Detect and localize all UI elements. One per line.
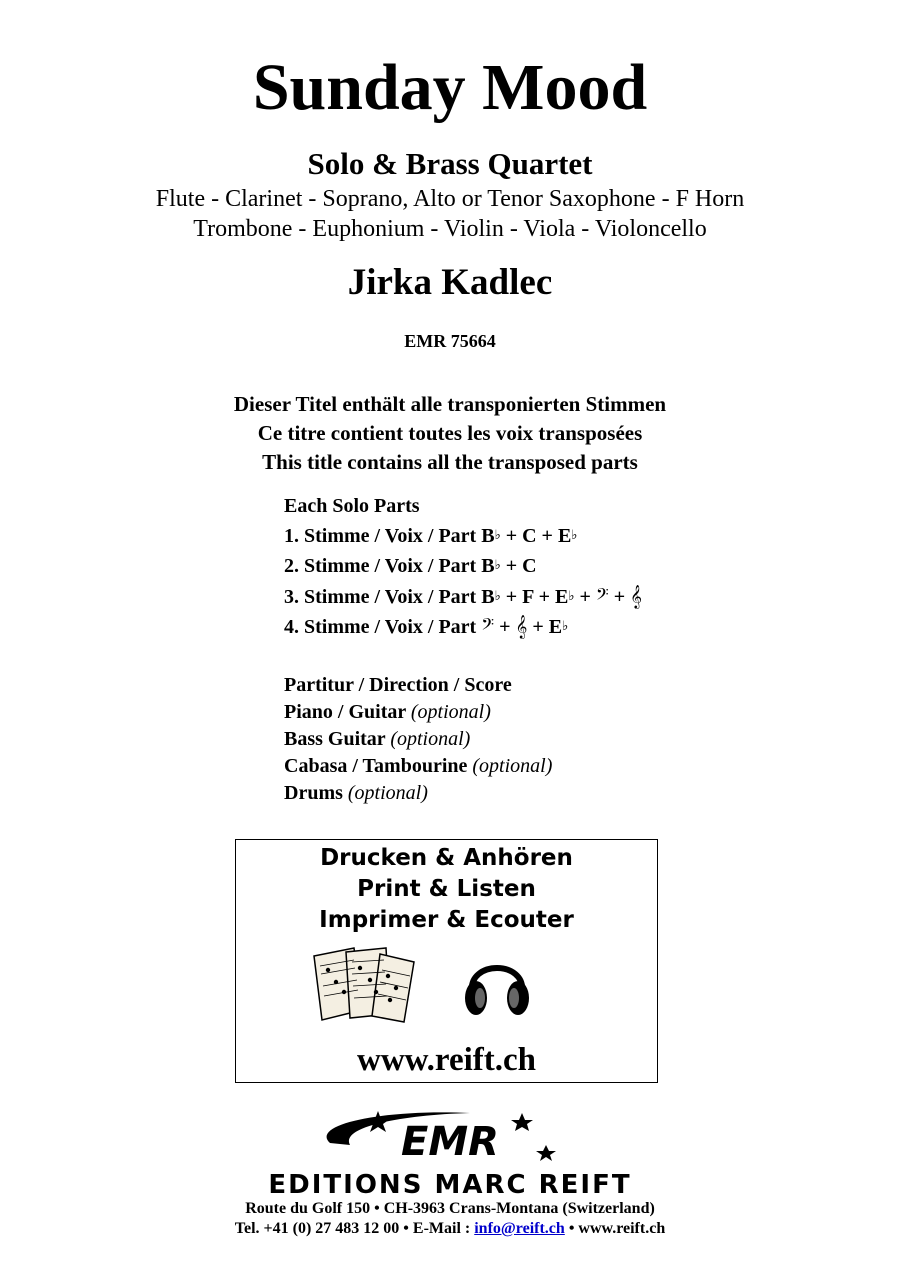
headphones-icon	[462, 948, 532, 1020]
promo-line-de: Drucken & Anhören	[320, 845, 573, 871]
solo-parts-heading: Each Solo Parts	[284, 495, 420, 517]
promo-website: www.reift.ch	[356, 1042, 537, 1078]
instrument-list-line-1: Flute - Clarinet - Soprano, Alto or Tenor Saxophone - F Horn	[155, 186, 745, 212]
extra-label: Bass Guitar	[284, 728, 386, 750]
page-title: Sunday Mood	[252, 51, 648, 124]
treble-clef-icon: 𝄞	[630, 584, 642, 608]
publisher-contact	[0, 1219, 900, 1239]
transposed-note-en: This title contains all the transposed parts	[262, 450, 638, 474]
email-link[interactable]: info@reift.ch	[474, 1220, 565, 1237]
promo-line-en: Print & Listen	[357, 876, 536, 902]
extra-label: Piano / Guitar	[284, 701, 406, 723]
optional-tag: (optional)	[410, 701, 491, 723]
emr-logo	[300, 1105, 600, 1169]
part-number: 1.	[284, 525, 299, 547]
phone-text: Tel. +41 (0) 27 483 12 00 • E-Mail :	[234, 1220, 475, 1237]
solo-part-4	[284, 613, 568, 642]
extra-part-score	[284, 672, 512, 698]
svg-text:EMR: EMR	[401, 1119, 499, 1165]
part-number: 4.	[284, 616, 299, 638]
part-keys: B♭ + C	[481, 555, 537, 577]
transposed-note-fr: Ce titre contient toutes les voix transposées	[257, 421, 643, 445]
part-keys: B♭ + C + E♭	[481, 525, 578, 547]
part-number: 2.	[284, 555, 299, 577]
extra-part-cabasa-tambourine	[284, 753, 552, 779]
sheet-music-icon	[310, 944, 422, 1024]
promo-line-fr: Imprimer & Ecouter	[319, 907, 574, 933]
part-label: Stimme / Voix / Part	[304, 525, 477, 547]
part-label: Stimme / Voix / Part	[304, 586, 477, 608]
optional-tag: (optional)	[347, 782, 428, 804]
catalog-number: EMR 75664	[404, 331, 496, 351]
extra-part-drums	[284, 780, 428, 806]
instrument-list-line-2: Trombone - Euphonium - Violin - Viola - Violoncello	[193, 216, 707, 242]
website-text: • www.reift.ch	[564, 1220, 666, 1237]
part-keys: 𝄢 + 𝄞 + E♭	[481, 614, 569, 638]
extra-label: Drums	[284, 782, 343, 804]
extra-part-bass-guitar	[284, 726, 470, 752]
optional-tag: (optional)	[472, 755, 553, 777]
part-number: 3.	[284, 586, 299, 608]
extra-label: Partitur / Direction / Score	[284, 674, 512, 696]
print-listen-box	[235, 839, 658, 1083]
part-label: Stimme / Voix / Part	[304, 616, 477, 638]
extra-label: Cabasa / Tambourine	[284, 755, 468, 777]
part-keys: B♭ + F + E♭ + 𝄢 + 𝄞	[481, 584, 642, 608]
publisher-name: EDITIONS MARC REIFT	[268, 1170, 632, 1200]
part-label: Stimme / Voix / Part	[304, 555, 477, 577]
solo-part-3	[284, 583, 642, 612]
solo-part-2	[284, 553, 537, 581]
transposed-note-de: Dieser Titel enthält alle transponierten Stimmen	[233, 392, 667, 416]
extra-part-piano-guitar	[284, 699, 491, 725]
subtitle: Solo & Brass Quartet	[307, 146, 593, 181]
bass-clef-icon: 𝄢	[481, 614, 495, 638]
optional-tag: (optional)	[390, 728, 471, 750]
publisher-address: Route du Golf 150 • CH-3963 Crans-Montana (Switzerland)	[245, 1200, 655, 1217]
bass-clef-icon: 𝄢	[595, 584, 609, 608]
composer-name: Jirka Kadlec	[347, 262, 553, 303]
treble-clef-icon: 𝄞	[515, 614, 528, 638]
solo-part-1	[284, 523, 577, 551]
